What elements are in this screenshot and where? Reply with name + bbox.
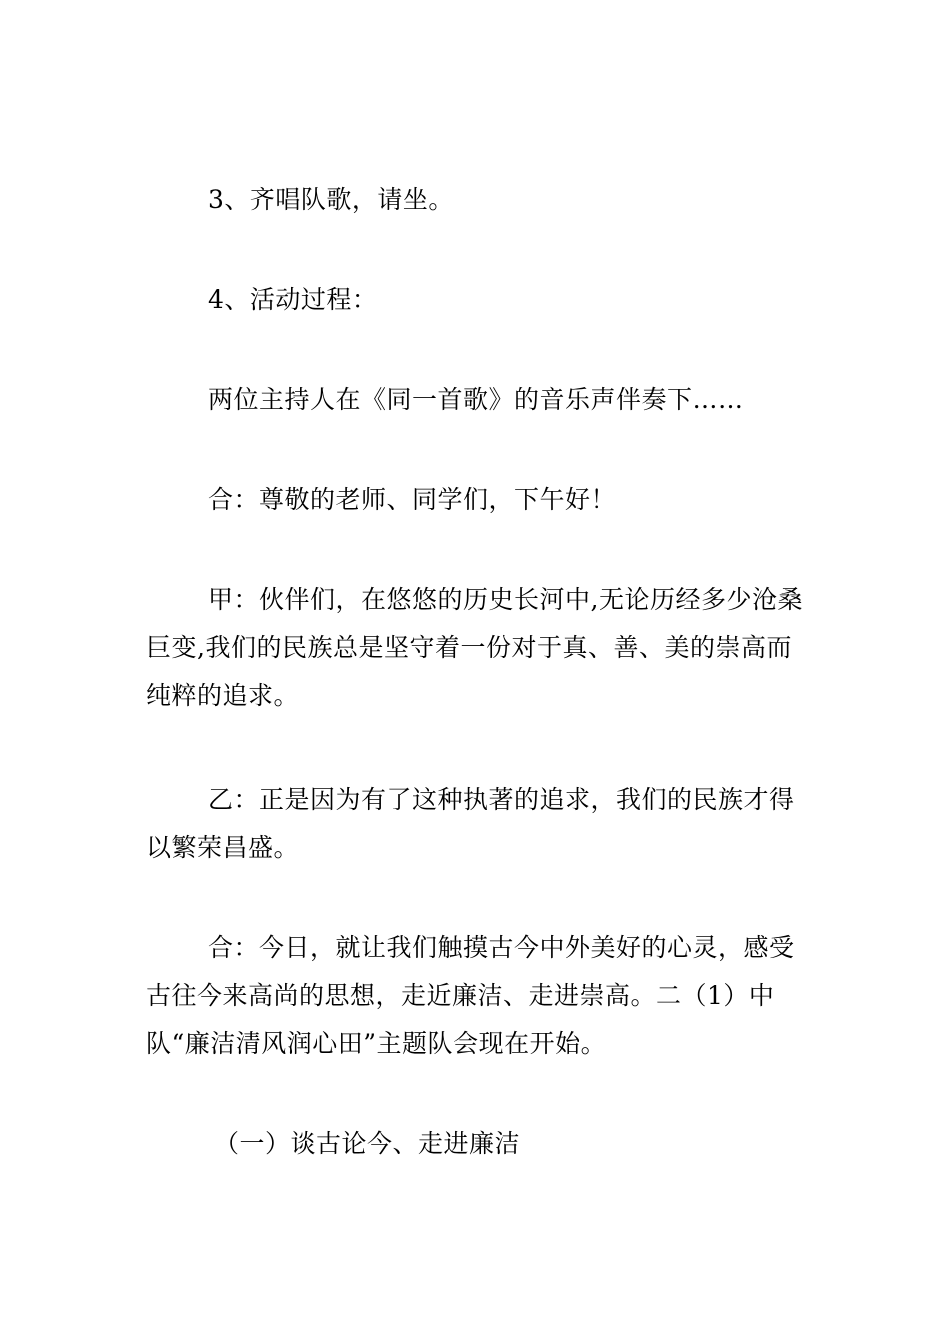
paragraph-hosts-music: 两位主持人在《同一首歌》的音乐声伴奏下…… bbox=[208, 385, 744, 414]
paragraph-activity-process: 4、活动过程： bbox=[208, 285, 378, 314]
paragraph-greeting: 合：尊敬的老师、同学们，下午好！ bbox=[208, 485, 617, 514]
section-heading-1: （一）谈古论今、走进廉洁 bbox=[214, 1129, 521, 1158]
paragraph-opening: 合：今日，就让我们触摸古今中外美好的心灵，感受古往今来高尚的思想，走近廉洁、走进崇高。二（1）中队“廉洁清风润心田”主题队会现在开始。 bbox=[146, 933, 795, 1058]
paragraph-speaker-jia: 甲：伙伴们，在悠悠的历史长河中,无论历经多少沧桑巨变,我们的民族总是坚守着一份对于真、善、美的崇高而纯粹的追求。 bbox=[146, 585, 803, 710]
paragraph-sing-team-song: 3、齐唱队歌，请坐。 bbox=[208, 185, 454, 214]
paragraph-speaker-yi: 乙：正是因为有了这种执著的追求，我们的民族才得以繁荣昌盛。 bbox=[146, 785, 795, 862]
